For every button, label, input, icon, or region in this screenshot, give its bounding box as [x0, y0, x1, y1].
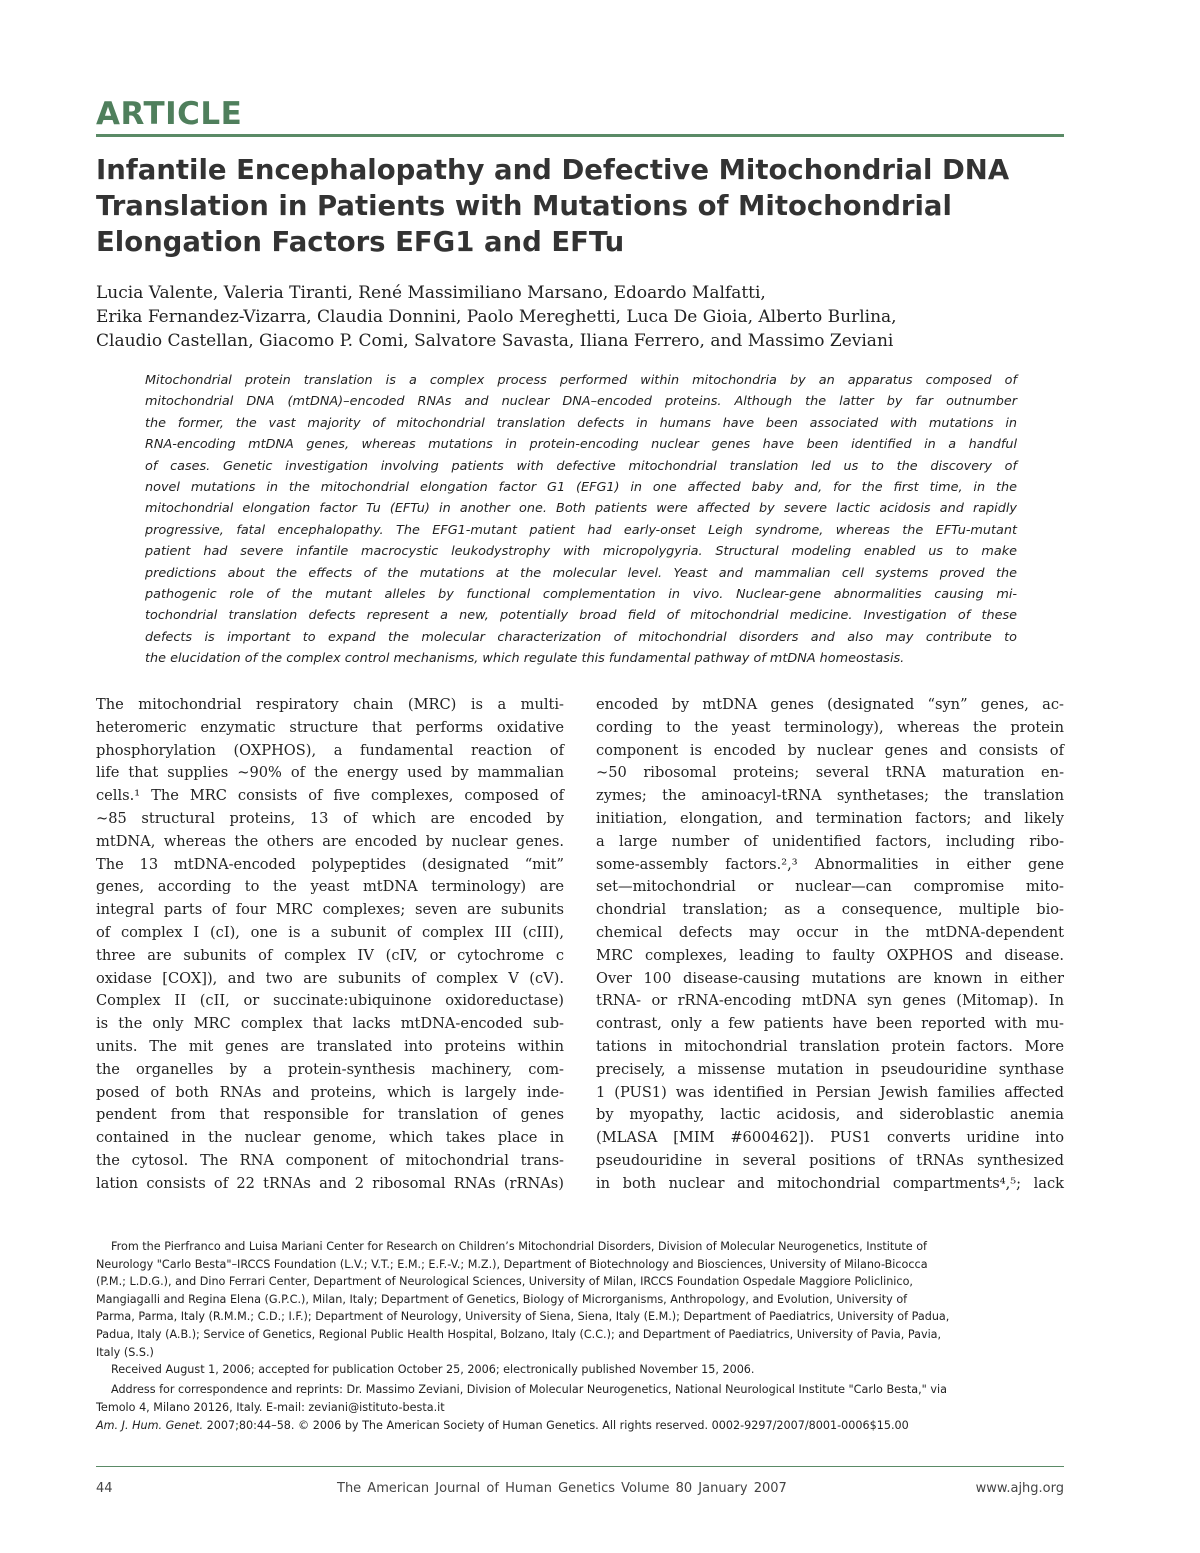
correspondence-address — [96, 1381, 1064, 1416]
address-line: Address for correspondence and reprints: Dr. Massimo Zeviani, Division of Molecular Neurogenetics, National Neurological Institute "Carlo Besta," via — [111, 1383, 947, 1396]
citation-line — [96, 1417, 1064, 1435]
body-line: lation consists of 22 tRNAs and 2 ribosomal RNAs (rRNAs) — [96, 1174, 564, 1192]
body-line: chondrial translation; as a consequence, multiple bio- — [596, 901, 1064, 919]
body-line: initiation, elongation, and termination factors; and likely — [596, 809, 1064, 827]
citation-details: 2007;80:44–58. © 2006 by The American Society of Human Genetics. All rights reserved. 0002-9297/2007/8001-0006$15.00 — [203, 1419, 909, 1432]
footer-rule — [96, 1466, 1064, 1467]
body-line: phosphorylation (OXPHOS), a fundamental reaction of — [96, 741, 564, 759]
abstract-line: RNA-encoding mtDNA genes, whereas mutations in protein-encoding nuclear genes have been identified in a handful — [145, 437, 1017, 453]
address-line: Temolo 4, Milano 20126, Italy. E-mail: zeviani@istituto-besta.it — [96, 1400, 445, 1414]
body-line: pseudouridine in several positions of tRNAs synthesized — [596, 1151, 1064, 1169]
abstract-line: of cases. Genetic investigation involving patients with defective mitochondrial translation led us to the discovery of — [145, 458, 1017, 474]
body-line: tRNA- or rRNA-encoding mtDNA syn genes (Mitomap). In — [596, 992, 1064, 1010]
body-line: component is encoded by nuclear genes and consists of — [596, 741, 1064, 759]
body-line: cording to the yeast terminology), whereas the protein — [596, 718, 1064, 736]
body-line: a large number of unidentified factors, including ribo- — [596, 832, 1064, 850]
body-line: integral parts of four MRC complexes; seven are subunits — [96, 901, 564, 919]
affiliation-line: Parma, Parma, Italy (R.M.M.; C.D.; I.F.); Department of Neurology, University of Siena, Siena, Italy (E.M.); Department of Paediatrics, University of Padua, — [96, 1310, 950, 1324]
affiliation-line: From the Pierfranco and Luisa Mariani Center for Research on Children’s Mitochondrial Disorders, Division of Molecular Neurogenetics, Institute of — [111, 1240, 927, 1253]
body-line: some-assembly factors.²,³ Abnormalities in either gene — [596, 855, 1064, 873]
abstract-line: pathogenic role of the mutant alleles by functional complementation in vivo. Nuclear-gene abnormalities causing mi- — [145, 587, 1017, 603]
body-line: The 13 mtDNA-encoded polypeptides (designated “mit” — [96, 855, 564, 873]
body-column-left — [96, 694, 564, 1196]
body-line: contained in the nuclear genome, which takes place in — [96, 1129, 564, 1147]
body-line: oxidase [COX]), and two are subunits of complex V (cV). — [96, 969, 564, 987]
body-line: the cytosol. The RNA component of mitochondrial trans- — [96, 1151, 564, 1169]
received-dates — [96, 1361, 1064, 1379]
page-number: 44 — [96, 1481, 113, 1496]
affiliation-line: Padua, Italy (A.B.); Service of Genetics, Regional Public Health Hospital, Bolzano, Italy (C.C.); and Department of Paediatrics, University of Pavia, Pavia, — [96, 1327, 942, 1341]
journal-footer: The American Journal of Human Genetics Volume 80 January 2007 — [337, 1481, 787, 1496]
body-line: tations in mitochondrial translation protein factors. More — [596, 1037, 1064, 1055]
body-line: heteromeric enzymatic structure that performs oxidative — [96, 718, 564, 736]
body-column-right — [596, 694, 1064, 1196]
title-line: Translation in Patients with Mutations of Mitochondrial — [96, 190, 952, 222]
body-line: MRC complexes, leading to faulty OXPHOS and disease. — [596, 946, 1064, 964]
affiliation-line: (P.M.; L.D.G.), and Dino Ferrari Center, Department of Neurological Sciences, University of Milan, IRCCS Foundation Ospedale Maggiore Policlinico, — [96, 1275, 913, 1289]
body-line: by myopathy, lactic acidosis, and sideroblastic anemia — [596, 1106, 1064, 1124]
title-line: Elongation Factors EFG1 and EFTu — [96, 226, 625, 258]
article-title — [96, 152, 1076, 260]
body-line: (MLASA [MIM #600462]). PUS1 converts uridine into — [596, 1129, 1064, 1147]
author-line: Erika Fernandez-Vizarra, Claudia Donnini, Paolo Mereghetti, Luca De Gioia, Alberto Burlina, — [96, 307, 897, 327]
body-line: contrast, only a few patients have been reported with mu- — [596, 1015, 1064, 1033]
abstract-line: the former, the vast majority of mitochondrial translation defects in humans have been associated with mutations in — [145, 415, 1017, 431]
abstract-line: defects is important to expand the molecular characterization of mitochondrial disorders and also may contribute to — [145, 629, 1017, 645]
abstract-line: predictions about the effects of the mutations at the molecular level. Yeast and mammalian cell systems proved the — [145, 565, 1017, 581]
body-line: of complex I (cI), one is a subunit of complex III (cIII), — [96, 923, 564, 941]
section-label: ARTICLE — [96, 96, 243, 132]
abstract — [145, 370, 1017, 670]
body-line: set—mitochondrial or nuclear—can compromise mito- — [596, 878, 1064, 896]
affiliation-line: Italy (S.S.) — [96, 1345, 154, 1359]
website-link[interactable]: www.ajhg.org — [975, 1481, 1064, 1496]
body-line: zymes; the aminoacyl-tRNA synthetases; the translation — [596, 787, 1064, 805]
affiliation-line: Mangiagalli and Regina Elena (G.P.C.), Milan, Italy; Department of Genetics, Biology of Microrganisms, Anthropology, and Evolution, University of — [96, 1292, 908, 1306]
abstract-line: mitochondrial elongation factor Tu (EFTu) in another one. Both patients were affected by severe lactic acidosis and rapidly — [145, 501, 1017, 517]
body-line: ~50 ribosomal proteins; several tRNA maturation en- — [596, 764, 1064, 782]
abstract-line: progressive, fatal encephalopathy. The EFG1-mutant patient had early-onset Leigh syndrome, whereas the EFTu-mutant — [145, 522, 1017, 538]
citation — [96, 1417, 1064, 1435]
body-line: 1 (PUS1) was identified in Persian Jewish families affected — [596, 1083, 1064, 1101]
body-line: precisely, a missense mutation in pseudouridine synthase — [596, 1060, 1064, 1078]
received-line: Received August 1, 2006; accepted for publication October 25, 2006; electronically published November 15, 2006. — [111, 1363, 755, 1376]
body-line: genes, according to the yeast mtDNA terminology) are — [96, 878, 564, 896]
body-line: three are subunits of complex IV (cIV, or cytochrome c — [96, 946, 564, 964]
abstract-line: the elucidation of the complex control mechanisms, which regulate this fundamental pathway of mtDNA homeostasis. — [145, 651, 905, 667]
body-line: ~85 structural proteins, 13 of which are encoded by — [96, 809, 564, 827]
abstract-line: tochondrial translation defects represent a new, potentially broad field of mitochondrial medicine. Investigation of these — [145, 608, 1017, 624]
abstract-line: patient had severe infantile macrocystic leukodystrophy with micropolygyria. Structural modeling enabled us to make — [145, 544, 1017, 560]
affiliations — [96, 1238, 1064, 1361]
body-line: mtDNA, whereas the others are encoded by nuclear genes. — [96, 832, 564, 850]
abstract-line: Mitochondrial protein translation is a complex process performed within mitochondria by an apparatus composed of — [145, 373, 1017, 388]
body-line: pendent from that responsible for translation of genes — [96, 1106, 564, 1124]
abstract-line: novel mutations in the mitochondrial elongation factor G1 (EFG1) in one affected baby and, for the first time, in the — [145, 480, 1017, 496]
header-rule — [96, 134, 1064, 137]
body-line: The mitochondrial respiratory chain (MRC) is a multi- — [96, 696, 564, 713]
body-line: units. The mit genes are translated into proteins within — [96, 1037, 564, 1055]
abstract-line: mitochondrial DNA (mtDNA)–encoded RNAs and nuclear DNA–encoded proteins. Although the latter by far outnumber — [145, 394, 1017, 410]
body-line: in both nuclear and mitochondrial compartments⁴,⁵; lack — [596, 1174, 1064, 1192]
body-line: cells.¹ The MRC consists of five complexes, composed of — [96, 787, 564, 805]
body-line: Complex II (cII, or succinate:ubiquinone oxidoreductase) — [96, 992, 564, 1010]
affiliation-line: Neurology "Carlo Besta"–IRCCS Foundation (L.V.; V.T.; E.M.; E.F.-V.; M.Z.), Department of Biotechnology and Biosciences, University of Milano-Bicocca — [96, 1257, 928, 1271]
author-list — [96, 281, 897, 353]
body-line: posed of both RNAs and proteins, which is largely inde- — [96, 1083, 564, 1101]
body-line: the organelles by a protein-synthesis machinery, com- — [96, 1060, 564, 1078]
body-line: is the only MRC complex that lacks mtDNA-encoded sub- — [96, 1015, 564, 1033]
body-line: encoded by mtDNA genes (designated “syn” genes, ac- — [596, 696, 1064, 713]
title-line: Infantile Encephalopathy and Defective Mitochondrial DNA — [96, 154, 1010, 186]
author-line: Claudio Castellan, Giacomo P. Comi, Salvatore Savasta, Iliana Ferrero, and Massimo Zeviani — [96, 331, 894, 351]
journal-abbrev: Am. J. Hum. Genet. — [96, 1419, 204, 1432]
body-line: chemical defects may occur in the mtDNA-dependent — [596, 923, 1064, 941]
body-line: Over 100 disease-causing mutations are known in either — [596, 969, 1064, 987]
author-line: Lucia Valente, Valeria Tiranti, René Massimiliano Marsano, Edoardo Malfatti, — [96, 283, 766, 303]
body-line: life that supplies ~90% of the energy used by mammalian — [96, 764, 564, 782]
